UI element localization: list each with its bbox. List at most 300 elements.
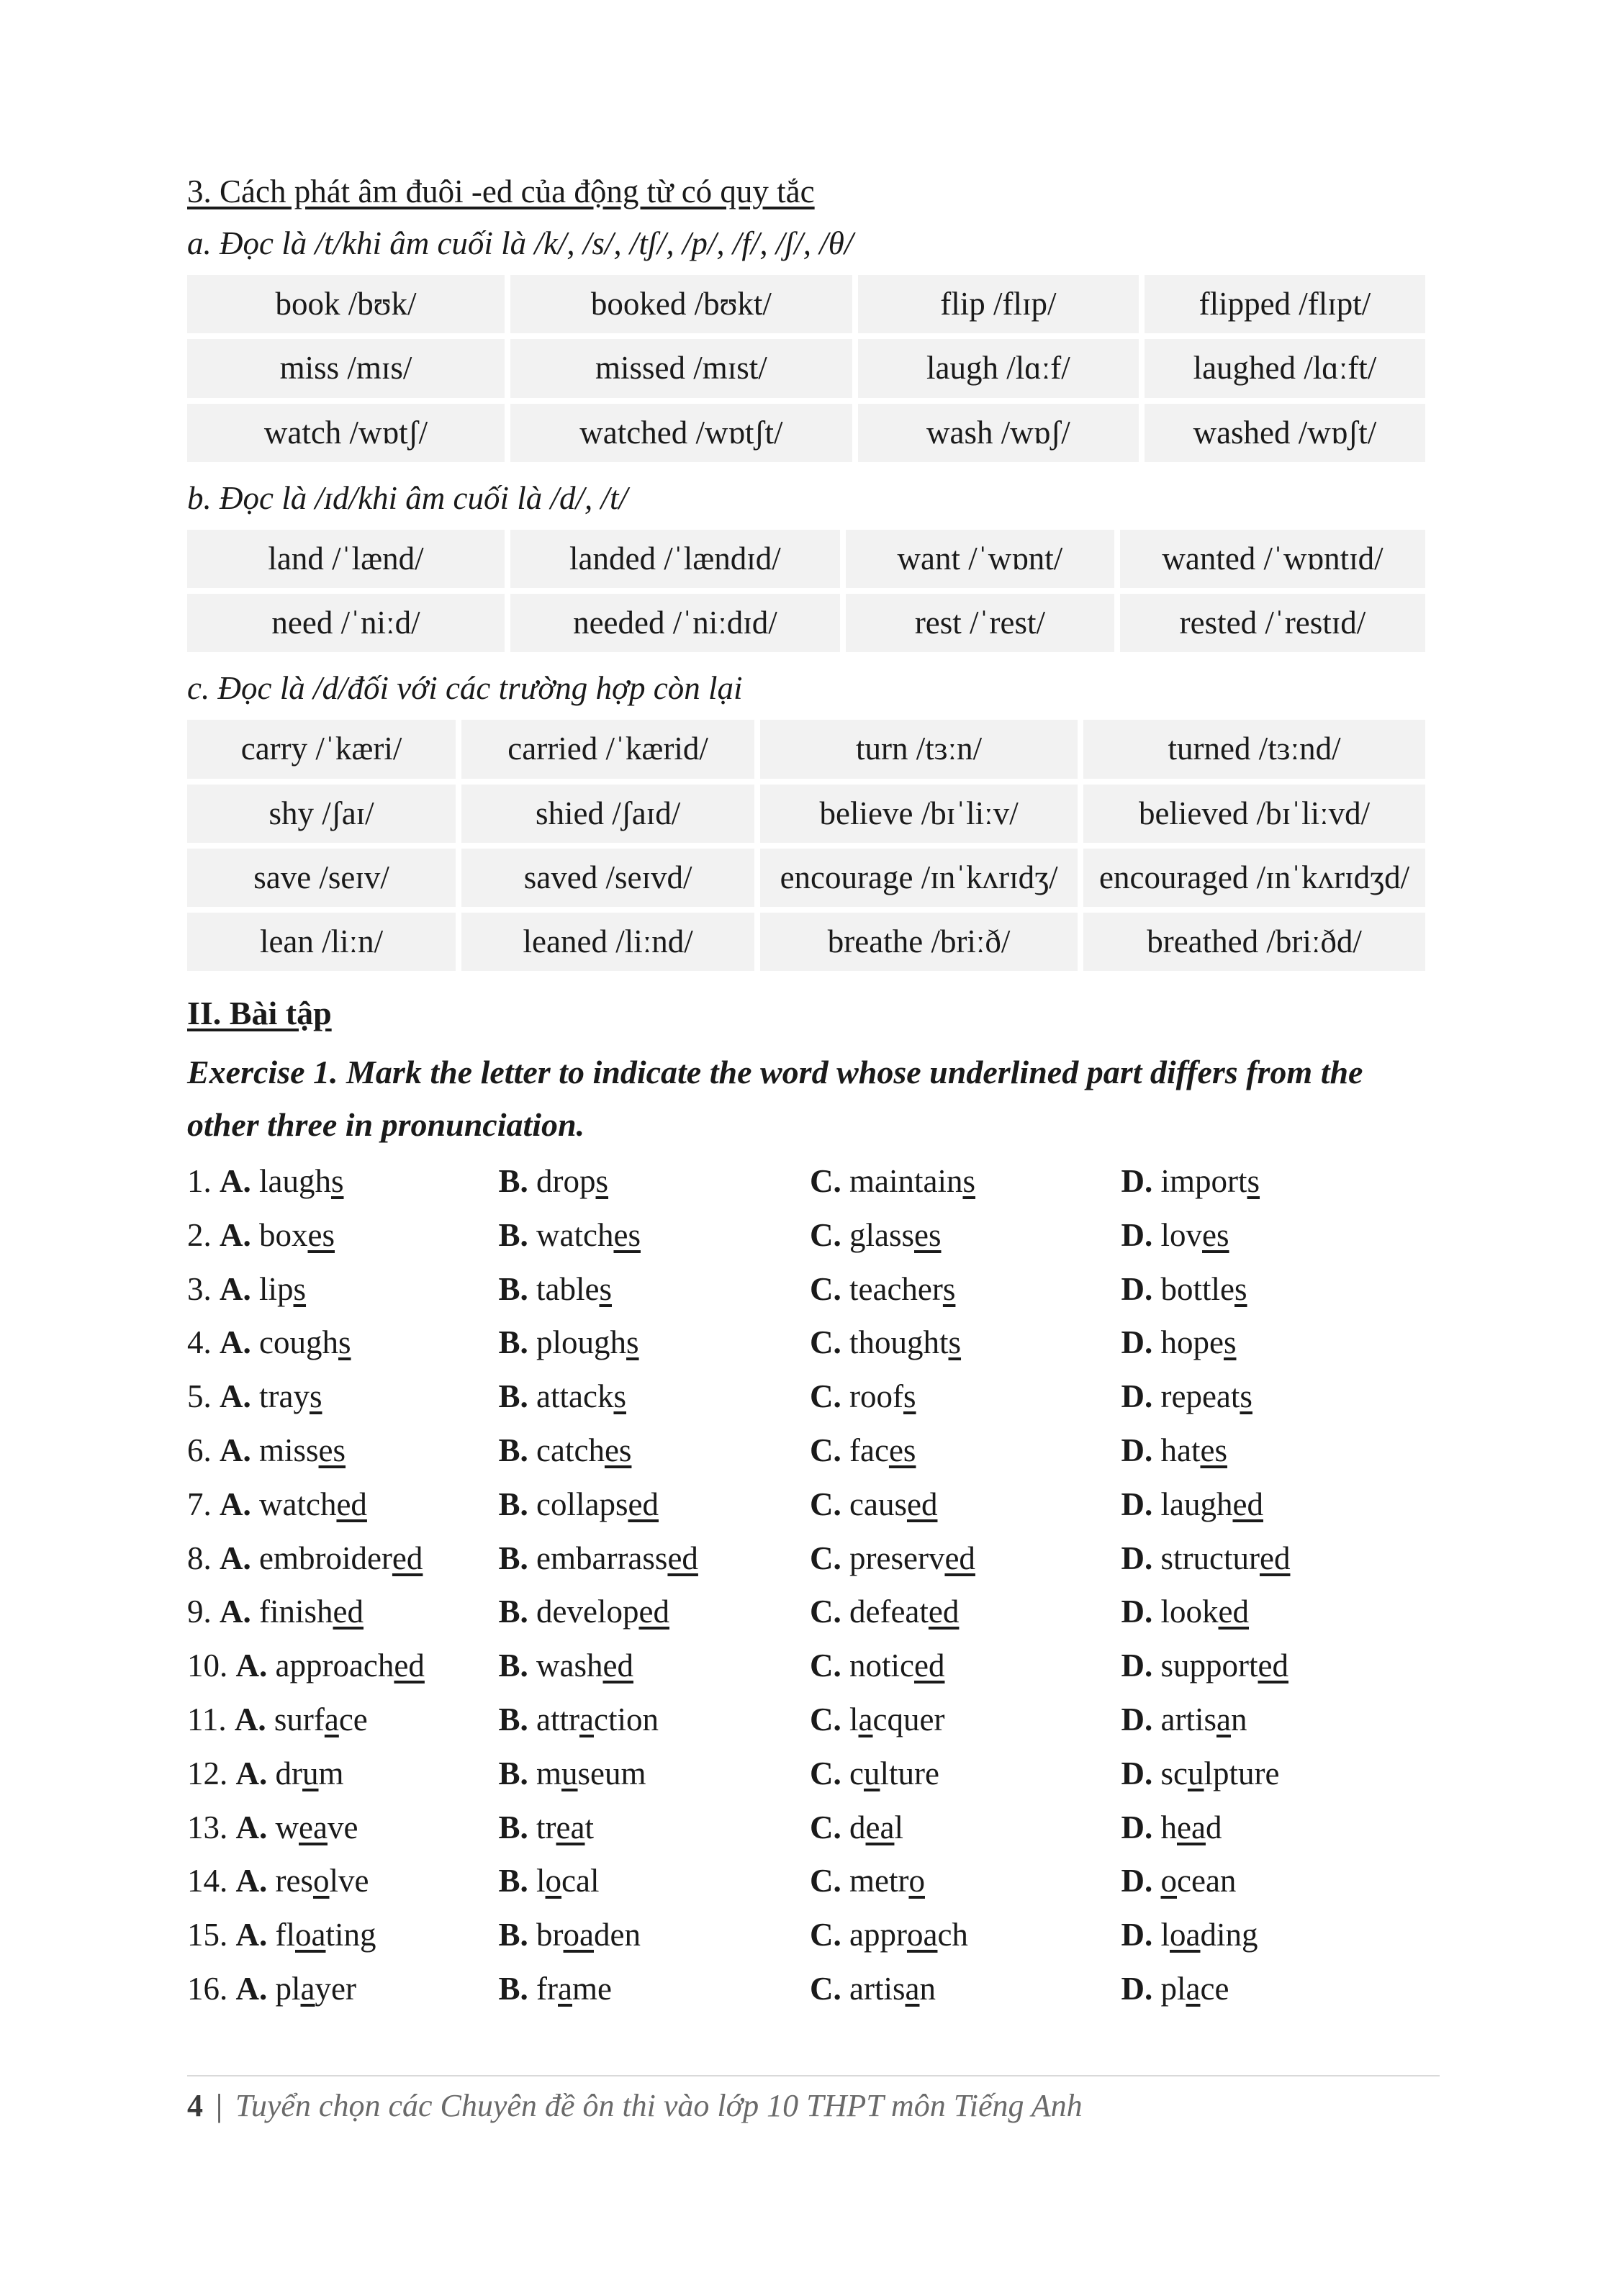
answer-option bbox=[499, 1585, 811, 1639]
word-part: finish bbox=[259, 1594, 333, 1630]
underlined-part: a bbox=[1216, 1701, 1231, 1737]
word-part: l bbox=[536, 1863, 546, 1899]
table-cell: washed /wɒʃt/ bbox=[1145, 404, 1425, 462]
table-cell: shy /ʃaɪ/ bbox=[187, 785, 456, 843]
option-letter: D. bbox=[1121, 1755, 1153, 1791]
word-part: artis bbox=[1160, 1701, 1216, 1737]
word-part: br bbox=[536, 1917, 564, 1953]
option-letter: B. bbox=[498, 1432, 528, 1469]
word-part: collaps bbox=[536, 1486, 628, 1522]
table-cell: carry /ˈkæri/ bbox=[187, 720, 456, 778]
question-row bbox=[187, 1208, 1432, 1262]
document-page bbox=[187, 166, 1432, 2016]
word-part: develop bbox=[536, 1594, 639, 1630]
footer-divider bbox=[187, 2075, 1440, 2076]
answer-option bbox=[499, 1747, 811, 1801]
underlined-part: ed bbox=[1259, 1540, 1291, 1576]
word-part: n bbox=[919, 1970, 936, 2007]
table-cell: encouraged /ɪnˈkʌrɪdʒd/ bbox=[1083, 849, 1425, 907]
table-cell: book /bʊk/ bbox=[187, 275, 505, 333]
question-number: 3. bbox=[187, 1270, 212, 1307]
answer-option bbox=[810, 1478, 1121, 1532]
word-part: artis bbox=[849, 1970, 906, 2007]
underlined-part: s bbox=[1223, 1324, 1237, 1361]
underlined-part: es bbox=[318, 1432, 346, 1469]
table-cell: turn /tɜːn/ bbox=[760, 720, 1078, 778]
section-2-title: II. Bài tập bbox=[187, 995, 332, 1032]
option-letter: B. bbox=[498, 1917, 528, 1953]
answer-option bbox=[810, 1154, 1121, 1208]
word-part: seum bbox=[577, 1755, 646, 1791]
answer-option bbox=[499, 1693, 811, 1747]
answer-option bbox=[499, 1370, 811, 1424]
option-letter: A. bbox=[220, 1216, 251, 1253]
question-row bbox=[187, 1316, 1432, 1370]
underlined-part: s bbox=[1234, 1270, 1247, 1307]
option-letter: C. bbox=[810, 1270, 841, 1307]
underlined-part: ea bbox=[556, 1809, 585, 1845]
answer-option bbox=[1121, 1585, 1433, 1639]
answer-option bbox=[810, 1532, 1121, 1586]
underlined-part: o bbox=[545, 1863, 562, 1899]
table-cell: landed /ˈlændɪd/ bbox=[510, 530, 840, 588]
underlined-part: s bbox=[962, 1163, 975, 1200]
table-cell: believe /bɪˈliːv/ bbox=[760, 785, 1078, 843]
table-cell: flipped /flɪpt/ bbox=[1145, 275, 1425, 333]
question-number: 4. bbox=[187, 1324, 212, 1361]
option-letter: B. bbox=[498, 1701, 528, 1737]
option-letter: D. bbox=[1121, 1324, 1153, 1361]
word-part: fac bbox=[849, 1432, 889, 1469]
answer-option bbox=[810, 1801, 1121, 1855]
answer-option bbox=[1121, 1801, 1433, 1855]
word-part: teacher bbox=[849, 1270, 943, 1307]
rule-b-table bbox=[181, 524, 1431, 659]
word-part: fl bbox=[275, 1917, 295, 1953]
answer-option bbox=[1121, 1370, 1433, 1424]
answer-option bbox=[1121, 1908, 1433, 1962]
table-cell: miss /mɪs/ bbox=[187, 339, 505, 397]
question-row bbox=[187, 1262, 1432, 1316]
answer-option bbox=[187, 1262, 499, 1316]
answer-option bbox=[810, 1962, 1121, 2016]
answer-option bbox=[499, 1854, 811, 1908]
table-cell: watch /wɒtʃ/ bbox=[187, 404, 505, 462]
underlined-part: a bbox=[1186, 1970, 1201, 2007]
answer-option bbox=[810, 1908, 1121, 1962]
table-cell: rest /ˈrest/ bbox=[846, 594, 1114, 652]
underlined-part: ed bbox=[928, 1594, 960, 1630]
answer-option bbox=[499, 1639, 811, 1693]
option-letter: C. bbox=[810, 1324, 841, 1361]
table-cell: shied /ʃaɪd/ bbox=[461, 785, 754, 843]
question-row bbox=[187, 1370, 1432, 1424]
underlined-part: ed bbox=[1218, 1594, 1249, 1630]
word-part: h bbox=[1160, 1809, 1177, 1845]
table-cell: breathe /briːð/ bbox=[760, 913, 1078, 971]
underlined-part: ea bbox=[865, 1809, 895, 1845]
table-row bbox=[187, 530, 1425, 588]
option-letter: C. bbox=[810, 1216, 841, 1253]
word-part: thought bbox=[849, 1324, 949, 1361]
word-part: sc bbox=[1160, 1755, 1188, 1791]
option-letter: A. bbox=[220, 1540, 251, 1576]
word-part: n bbox=[1230, 1701, 1247, 1737]
underlined-part: s bbox=[903, 1378, 916, 1415]
table-cell: need /ˈniːd/ bbox=[187, 594, 505, 652]
word-part: watch bbox=[536, 1216, 614, 1253]
option-letter: A. bbox=[220, 1432, 251, 1469]
question-number: 13. bbox=[187, 1809, 228, 1845]
underlined-part: s bbox=[309, 1378, 322, 1415]
underlined-part: s bbox=[599, 1270, 612, 1307]
option-letter: D. bbox=[1121, 1594, 1153, 1630]
underlined-part: ed bbox=[336, 1486, 367, 1522]
answer-option bbox=[810, 1639, 1121, 1693]
word-part: lov bbox=[1160, 1216, 1203, 1253]
question-number: 8. bbox=[187, 1540, 212, 1576]
word-part: attack bbox=[536, 1378, 614, 1415]
word-part: repeat bbox=[1160, 1378, 1240, 1415]
question-row bbox=[187, 1854, 1432, 1908]
word-part: d bbox=[1205, 1809, 1222, 1845]
underlined-part: a bbox=[905, 1970, 920, 2007]
answer-option bbox=[810, 1424, 1121, 1478]
answer-option bbox=[810, 1262, 1121, 1316]
table-row bbox=[187, 913, 1425, 971]
word-part: cal bbox=[561, 1863, 600, 1899]
table-row bbox=[187, 849, 1425, 907]
answer-option bbox=[1121, 1962, 1433, 2016]
answer-option bbox=[187, 1424, 499, 1478]
answer-option bbox=[1121, 1424, 1433, 1478]
underlined-part: es bbox=[888, 1432, 916, 1469]
option-letter: C. bbox=[810, 1378, 841, 1415]
option-letter: C. bbox=[810, 1809, 841, 1845]
underlined-part: s bbox=[330, 1163, 344, 1200]
answer-option bbox=[1121, 1316, 1433, 1370]
question-row bbox=[187, 1693, 1432, 1747]
answer-option bbox=[810, 1747, 1121, 1801]
underlined-part: s bbox=[1247, 1163, 1260, 1200]
question-number: 10. bbox=[187, 1648, 228, 1684]
rule-c-table bbox=[181, 714, 1431, 977]
page-footer bbox=[187, 2087, 1083, 2124]
answer-option bbox=[499, 1962, 811, 2016]
word-part: ce bbox=[1200, 1970, 1229, 2007]
word-part: hope bbox=[1160, 1324, 1224, 1361]
option-letter: A. bbox=[235, 1917, 268, 1953]
word-part: laugh bbox=[1160, 1486, 1233, 1522]
word-part: l bbox=[849, 1701, 859, 1737]
word-part: maintain bbox=[849, 1163, 963, 1200]
word-part: lip bbox=[259, 1270, 294, 1307]
underlined-part: oa bbox=[1170, 1917, 1201, 1953]
question-number: 11. bbox=[187, 1701, 227, 1737]
underlined-part: u bbox=[863, 1755, 880, 1791]
option-letter: C. bbox=[810, 1432, 841, 1469]
word-part: cquer bbox=[872, 1701, 945, 1737]
underlined-part: es bbox=[604, 1432, 632, 1469]
word-part: roof bbox=[849, 1378, 903, 1415]
word-part: attr bbox=[536, 1701, 579, 1737]
table-row bbox=[187, 720, 1425, 778]
option-letter: C. bbox=[810, 1917, 841, 1953]
answer-option bbox=[187, 1639, 499, 1693]
rule-a-label: a. Đọc là /t/khi âm cuối là /k/, /s/, /tʃ/, /p/, /f/, /ʃ/, /θ/ bbox=[187, 225, 854, 261]
table-cell: want /ˈwɒnt/ bbox=[846, 530, 1114, 588]
answer-option bbox=[187, 1747, 499, 1801]
answer-option bbox=[499, 1154, 811, 1208]
word-part: cough bbox=[259, 1324, 338, 1361]
table-cell: breathed /briːðd/ bbox=[1083, 913, 1425, 971]
table-cell: laugh /lɑːf/ bbox=[858, 339, 1139, 397]
answer-option bbox=[187, 1316, 499, 1370]
word-part: laugh bbox=[259, 1163, 331, 1200]
question-number: 14. bbox=[187, 1863, 228, 1899]
answer-option bbox=[810, 1693, 1121, 1747]
answer-option bbox=[499, 1801, 811, 1855]
underlined-part: s bbox=[293, 1270, 307, 1307]
word-part: ting bbox=[325, 1917, 376, 1953]
word-part: ch bbox=[937, 1917, 968, 1953]
section-3-title-text: 3. Cách phát âm đuôi -ed của động từ có quy tắc bbox=[187, 173, 815, 209]
question-number: 1. bbox=[187, 1163, 212, 1200]
question-number: 16. bbox=[187, 1970, 228, 2007]
option-letter: B. bbox=[498, 1809, 528, 1845]
word-part: ding bbox=[1200, 1917, 1258, 1953]
underlined-part: u bbox=[302, 1755, 319, 1791]
underlined-part: s bbox=[338, 1324, 351, 1361]
question-row bbox=[187, 1532, 1432, 1586]
word-part: lve bbox=[329, 1863, 369, 1899]
answer-option bbox=[1121, 1639, 1433, 1693]
option-letter: A. bbox=[220, 1486, 251, 1522]
answer-option bbox=[499, 1478, 811, 1532]
word-part: den bbox=[594, 1917, 641, 1953]
table-cell: turned /tɜːnd/ bbox=[1083, 720, 1425, 778]
question-row bbox=[187, 1801, 1432, 1855]
footer-text: Tuyển chọn các Chuyên đề ôn thi vào lớp 10 THPT môn Tiếng Anh bbox=[235, 2088, 1083, 2123]
underlined-part: ed bbox=[913, 1648, 945, 1684]
answer-option bbox=[499, 1424, 811, 1478]
option-letter: B. bbox=[498, 1648, 528, 1684]
table-row bbox=[187, 275, 1425, 333]
word-part: ction bbox=[593, 1701, 659, 1737]
answer-option bbox=[810, 1585, 1121, 1639]
answer-option bbox=[187, 1532, 499, 1586]
underlined-part: oa bbox=[563, 1917, 594, 1953]
word-part: box bbox=[259, 1216, 308, 1253]
option-letter: D. bbox=[1121, 1163, 1153, 1200]
option-letter: D. bbox=[1121, 1486, 1153, 1522]
option-letter: B. bbox=[498, 1755, 528, 1791]
answer-option bbox=[499, 1532, 811, 1586]
question-row bbox=[187, 1585, 1432, 1639]
word-part: catch bbox=[536, 1432, 605, 1469]
word-part: d bbox=[849, 1809, 866, 1845]
answer-option bbox=[1121, 1262, 1433, 1316]
question-number: 5. bbox=[187, 1378, 212, 1415]
answer-option bbox=[187, 1154, 499, 1208]
answer-option bbox=[1121, 1478, 1433, 1532]
option-letter: C. bbox=[810, 1594, 841, 1630]
answer-option bbox=[1121, 1532, 1433, 1586]
underlined-part: a bbox=[858, 1701, 873, 1737]
option-letter: D. bbox=[1121, 1970, 1153, 2007]
word-part: pl bbox=[1160, 1970, 1186, 2007]
question-row bbox=[187, 1639, 1432, 1693]
question-row bbox=[187, 1908, 1432, 1962]
question-list bbox=[187, 1154, 1432, 2016]
option-letter: B. bbox=[498, 1324, 528, 1361]
rule-b-label: b. Đọc là /ɪd/khi âm cuối là /d/, /t/ bbox=[187, 479, 628, 516]
table-cell: rested /ˈrestɪd/ bbox=[1120, 594, 1425, 652]
word-part: ce bbox=[338, 1701, 368, 1737]
word-part: m bbox=[536, 1755, 562, 1791]
option-letter: A. bbox=[220, 1163, 251, 1200]
underlined-part: o bbox=[908, 1863, 925, 1899]
answer-option bbox=[1121, 1154, 1433, 1208]
option-letter: A. bbox=[220, 1378, 251, 1415]
word-part: preserv bbox=[849, 1540, 945, 1576]
answer-option bbox=[187, 1854, 499, 1908]
question-row bbox=[187, 1424, 1432, 1478]
underlined-part: ed bbox=[1232, 1486, 1263, 1522]
option-letter: B. bbox=[498, 1970, 528, 2007]
answer-option bbox=[810, 1854, 1121, 1908]
answer-option bbox=[499, 1908, 811, 1962]
answer-option bbox=[1121, 1693, 1433, 1747]
option-letter: B. bbox=[498, 1163, 528, 1200]
option-letter: C. bbox=[810, 1755, 841, 1791]
underlined-part: a bbox=[324, 1701, 339, 1737]
answer-option bbox=[187, 1208, 499, 1262]
underlined-part: o bbox=[1160, 1863, 1177, 1899]
section-3-title bbox=[187, 166, 1432, 217]
underlined-part: ed bbox=[944, 1540, 975, 1576]
option-letter: C. bbox=[810, 1486, 841, 1522]
underlined-part: oa bbox=[906, 1917, 938, 1953]
word-part: defeat bbox=[849, 1594, 929, 1630]
word-part: drop bbox=[536, 1163, 596, 1200]
question-row bbox=[187, 1154, 1432, 1208]
option-letter: B. bbox=[498, 1486, 528, 1522]
word-part: yer bbox=[315, 1970, 356, 2007]
option-letter: C. bbox=[810, 1648, 841, 1684]
table-cell: missed /mɪst/ bbox=[510, 339, 852, 397]
underlined-part: ed bbox=[638, 1594, 669, 1630]
option-letter: A. bbox=[235, 1809, 268, 1845]
word-part: surf bbox=[274, 1701, 325, 1737]
word-part: l bbox=[1160, 1917, 1170, 1953]
underlined-part: s bbox=[613, 1378, 626, 1415]
option-letter: A. bbox=[235, 1648, 268, 1684]
option-letter: A. bbox=[235, 1863, 268, 1899]
question-number: 15. bbox=[187, 1917, 228, 1953]
underlined-part: es bbox=[1202, 1216, 1229, 1253]
table-cell: flip /flɪp/ bbox=[858, 275, 1139, 333]
word-part: t bbox=[584, 1809, 594, 1845]
word-part: fr bbox=[536, 1970, 558, 2007]
option-letter: D. bbox=[1121, 1701, 1153, 1737]
table-cell: needed /ˈniːdɪd/ bbox=[510, 594, 840, 652]
option-letter: B. bbox=[498, 1270, 528, 1307]
answer-option bbox=[499, 1208, 811, 1262]
word-part: lture bbox=[880, 1755, 939, 1791]
answer-option bbox=[1121, 1854, 1433, 1908]
table-cell: booked /bʊkt/ bbox=[510, 275, 852, 333]
word-part: glass bbox=[849, 1216, 914, 1253]
underlined-part: ed bbox=[1258, 1648, 1288, 1684]
word-part: appr bbox=[849, 1917, 907, 1953]
word-part: l bbox=[894, 1809, 903, 1845]
underlined-part: a bbox=[300, 1970, 315, 2007]
word-part: look bbox=[1160, 1594, 1219, 1630]
answer-option bbox=[187, 1370, 499, 1424]
underlined-part: ea bbox=[299, 1809, 328, 1845]
answer-option bbox=[187, 1801, 499, 1855]
underlined-part: es bbox=[307, 1216, 335, 1253]
rule-c-label: c. Đọc là /d/đối với các trường hợp còn lại bbox=[187, 670, 743, 707]
question-row bbox=[187, 1962, 1432, 2016]
exercise-1-title: Exercise 1. Mark the letter to indicate the word whose underlined part differs from the other three in pronunciation. bbox=[187, 1053, 1363, 1144]
underlined-part: ed bbox=[667, 1540, 698, 1576]
underlined-part: es bbox=[1200, 1432, 1227, 1469]
answer-option bbox=[810, 1208, 1121, 1262]
option-letter: C. bbox=[810, 1701, 841, 1737]
underlined-part: a bbox=[558, 1970, 572, 2007]
underlined-part: ed bbox=[906, 1486, 938, 1522]
question-row bbox=[187, 1747, 1432, 1801]
word-part: w bbox=[275, 1809, 299, 1845]
option-letter: A. bbox=[235, 1755, 268, 1791]
underlined-part: s bbox=[948, 1324, 962, 1361]
underlined-part: es bbox=[914, 1216, 942, 1253]
word-part: plough bbox=[536, 1324, 627, 1361]
table-cell: carried /ˈkærid/ bbox=[461, 720, 754, 778]
underlined-part: o bbox=[312, 1863, 330, 1899]
table-cell: wash /wɒʃ/ bbox=[858, 404, 1139, 462]
word-part: m bbox=[318, 1755, 344, 1791]
table-cell: lean /liːn/ bbox=[187, 913, 456, 971]
word-part: pl bbox=[275, 1970, 301, 2007]
underlined-part: oa bbox=[295, 1917, 326, 1953]
option-letter: D. bbox=[1121, 1378, 1153, 1415]
underlined-part: ed bbox=[602, 1648, 633, 1684]
option-letter: D. bbox=[1121, 1216, 1153, 1253]
underlined-part: ed bbox=[394, 1648, 425, 1684]
option-letter: C. bbox=[810, 1163, 841, 1200]
table-cell: land /ˈlænd/ bbox=[187, 530, 505, 588]
table-row bbox=[187, 594, 1425, 652]
answer-option bbox=[1121, 1747, 1433, 1801]
option-letter: D. bbox=[1121, 1540, 1153, 1576]
answer-option bbox=[1121, 1208, 1433, 1262]
underlined-part: es bbox=[613, 1216, 641, 1253]
underlined-part: u bbox=[561, 1755, 578, 1791]
word-part: ve bbox=[327, 1809, 358, 1845]
option-letter: D. bbox=[1121, 1917, 1153, 1953]
table-cell: encourage /ɪnˈkʌrɪdʒ/ bbox=[760, 849, 1078, 907]
word-part: lpture bbox=[1204, 1755, 1280, 1791]
answer-option bbox=[187, 1962, 499, 2016]
option-letter: D. bbox=[1121, 1648, 1153, 1684]
footer-separator: | bbox=[216, 2088, 222, 2123]
option-letter: A. bbox=[220, 1270, 251, 1307]
table-cell: leaned /liːnd/ bbox=[461, 913, 754, 971]
word-part: cean bbox=[1177, 1863, 1237, 1899]
